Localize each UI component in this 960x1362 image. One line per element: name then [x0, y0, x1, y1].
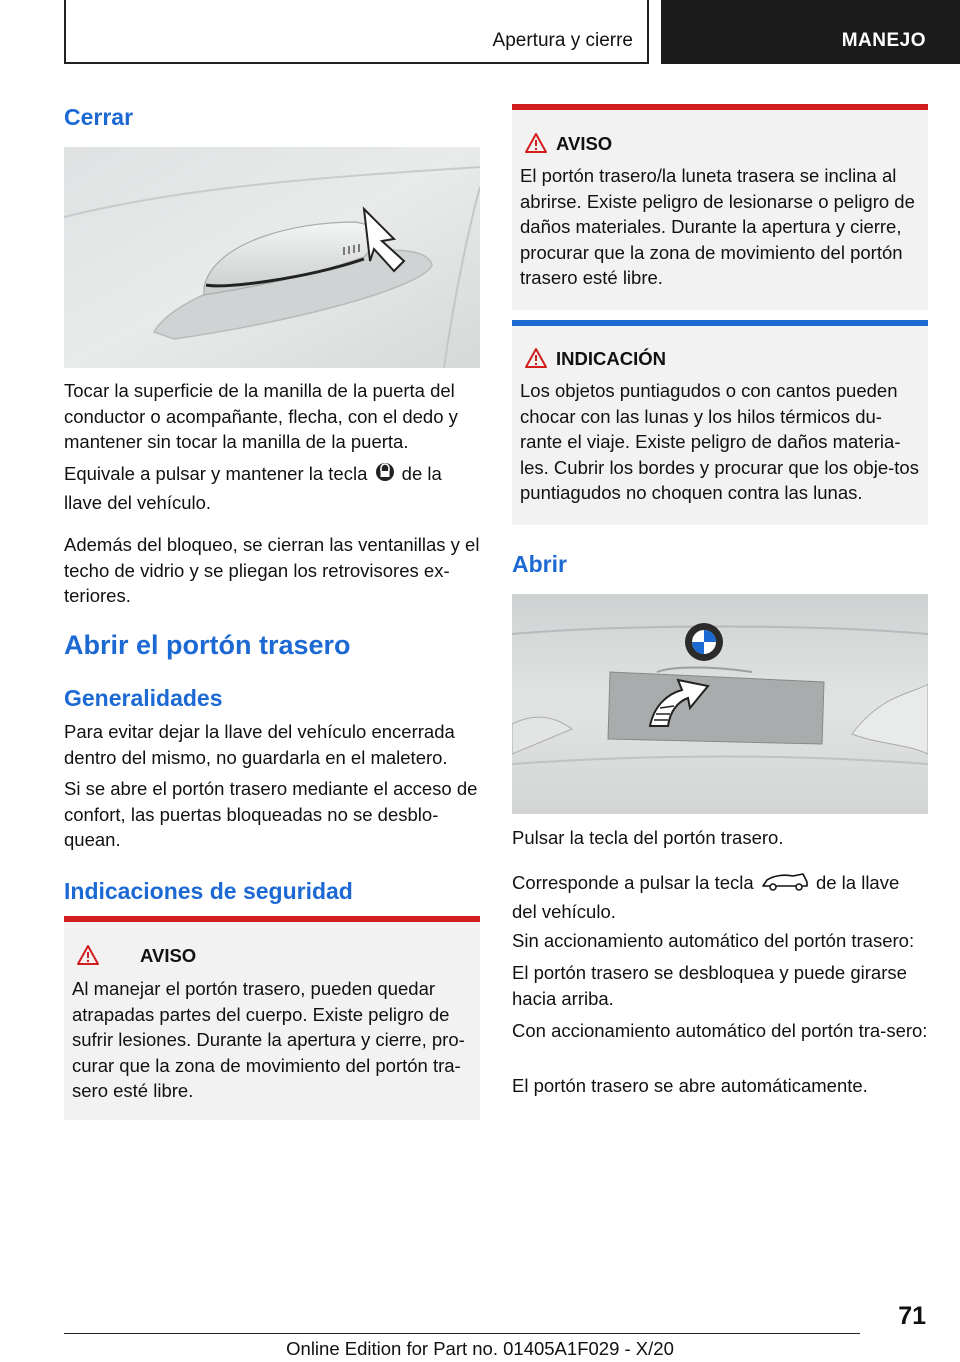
- generalidades-paragraph-2: Si se abre el portón trasero mediante el acceso de confort, las puertas bloqueadas no se desblo-quean.: [64, 778, 478, 850]
- aviso-1-text: Al manejar el portón trasero, pueden quedar atrapadas partes del cuerpo. Existe peligro de sufrir lesiones. Durante la apertura y cierre, pro-curar que la zona de movimiento del portón tra-sero esté libre.: [72, 978, 465, 1101]
- cerrar-p2-after: de la llave del vehículo.: [64, 463, 442, 513]
- header-section-box: [661, 0, 960, 64]
- seguridad-heading: Indicaciones de seguridad: [64, 878, 353, 904]
- aviso-1-title: AVISO: [140, 945, 197, 966]
- door-handle-photo: [64, 147, 480, 368]
- aviso-2-title: AVISO: [556, 133, 613, 154]
- warning-triangle-icon: [524, 347, 548, 369]
- car-tailgate-icon: [759, 870, 811, 899]
- abrir-p2-after: de la llave del vehículo.: [512, 872, 900, 922]
- cerrar-heading: Cerrar: [64, 104, 134, 130]
- aviso-box-2: [512, 104, 928, 310]
- section-title: MANEJO: [841, 30, 926, 51]
- note-bar: [512, 320, 928, 326]
- footer-divider: [64, 1333, 860, 1334]
- generalidades-paragraph-1: Para evitar dejar la llave del vehículo encerrada dentro del mismo, no guardarla en el maletero.: [64, 721, 455, 768]
- cerrar-paragraph-2: [64, 461, 480, 515]
- cerrar-paragraph-1: Tocar la superficie de la manilla de la puerta del conductor o acompañante, flecha, con el dedo y mantener sin tocar la manilla de la puerta.: [64, 380, 458, 452]
- aviso-2-text: El portón trasero/la luneta trasera se inclina al abrirse. Existe peligro de lesionarse o peligro de daños materiales. Durante la apertura y cierre, procurar que la zona de movimiento del portón trasero esté libre.: [520, 165, 915, 288]
- edition-text: Online Edition for Part no. 01405A1F029 - X/20: [286, 1338, 674, 1359]
- warning-bar: [64, 916, 480, 922]
- abrir-paragraph-6: El portón trasero se abre automáticamente.: [512, 1075, 868, 1096]
- abrir-heading: Abrir: [512, 551, 567, 577]
- indicacion-text: Los objetos puntiagudos o con cantos pueden chocar con las lunas y los hilos térmicos du-rante el viaje. Existe peligro de daños materia-les. Cubrir los bordes y procurar que los obje-tos puntiagudos no choquen contra las lunas.: [520, 380, 919, 503]
- footer-edition: [0, 1338, 960, 1360]
- bmw-logo-icon: [685, 623, 723, 661]
- header-chapter-box: [64, 0, 649, 64]
- warning-triangle-icon: [524, 132, 548, 154]
- indicacion-box: [512, 320, 928, 525]
- porton-heading: Abrir el portón trasero: [64, 630, 351, 660]
- warning-triangle-icon: [76, 944, 100, 966]
- abrir-paragraph-3: Sin accionamiento automático del portón trasero:: [512, 930, 915, 951]
- abrir-paragraph-1: Pulsar la tecla del portón trasero.: [512, 827, 784, 848]
- chapter-title: Apertura y cierre: [492, 30, 633, 51]
- generalidades-heading: Generalidades: [64, 685, 223, 711]
- page-number: 71: [898, 1302, 926, 1330]
- abrir-paragraph-4: El portón trasero se desbloquea y puede girarse hacia arriba.: [512, 962, 907, 1009]
- indicacion-title: INDICACIÓN: [556, 348, 666, 369]
- abrir-paragraph-5: Con accionamiento automático del portón tra-sero:: [512, 1020, 928, 1041]
- cerrar-paragraph-3: Además del bloqueo, se cierran las ventanillas y el techo de vidrio y se pliegan los retrovisores ex-teriores.: [64, 534, 480, 606]
- cerrar-p2-before: Equivale a pulsar y mantener la tecla: [64, 463, 368, 485]
- warning-bar: [512, 104, 928, 110]
- tailgate-photo: [512, 594, 928, 814]
- abrir-p2-before: Corresponde a pulsar la tecla: [512, 872, 754, 894]
- lock-key-icon: [373, 461, 397, 490]
- abrir-paragraph-2: [512, 870, 928, 924]
- aviso-box-1: [64, 916, 480, 1120]
